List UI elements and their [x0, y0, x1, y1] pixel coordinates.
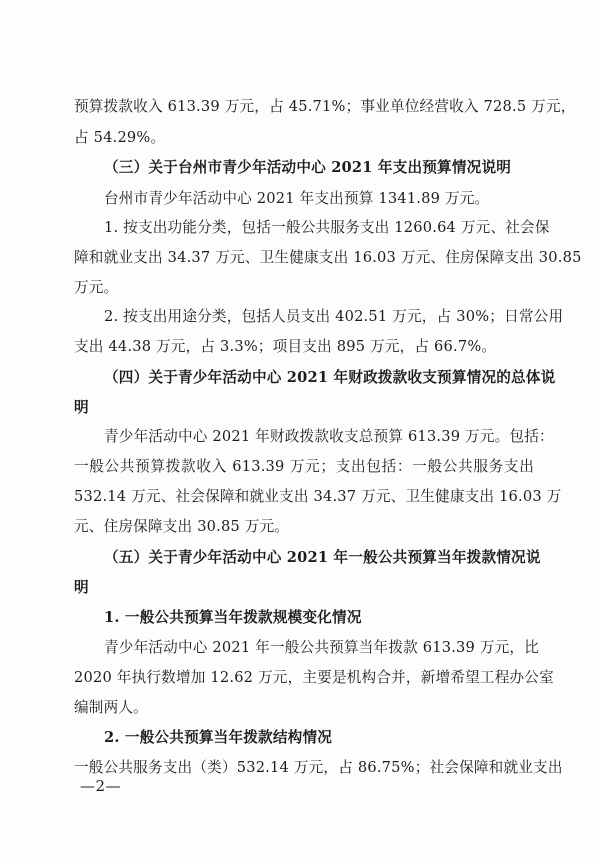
text-line-1: 预算拨款收入 613.39 万元，占 45.71%；事业单位经营收入 728.5 万元， [74, 98, 576, 115]
text-line-6: 障和就业支出 34.37 万元、卫生健康支出 16.03 万元、住房保障支出 30.85 [74, 249, 582, 266]
text-line-8: 2. 按支出用途分类，包括人员支出 402.51 万元，占 30%；日常公用 [104, 308, 564, 325]
text-line-19: 青少年活动中心 2021 年一般公共预算当年拨款 613.39 万元，比 [104, 639, 540, 656]
section-heading-5-cont: 明 [74, 579, 89, 596]
text-line-2: 占 54.29%。 [74, 129, 166, 146]
text-line-13: 一般公共预算拨款收入 613.39 万元；支出包括：一般公共服务支出 [74, 458, 534, 475]
text-line-15: 元、住房保障支出 30.85 万元。 [74, 518, 290, 535]
page-number: —2— [80, 777, 122, 795]
text-line-23: 一般公共服务支出（类）532.14 万元，占 86.75%；社会保障和就业支出 [74, 759, 563, 776]
text-line-4: 台州市青少年活动中心 2021 年支出预算 1341.89 万元。 [104, 190, 490, 207]
text-line-12: 青少年活动中心 2021 年财政拨款收支总预算 613.39 万元。包括： [104, 428, 554, 445]
section-heading-3: （三）关于台州市青少年活动中心 2021 年支出预算情况说明 [104, 159, 512, 176]
text-line-21: 编制两人。 [74, 699, 148, 716]
text-line-14: 532.14 万元、社会保障和就业支出 34.37 万元、卫生健康支出 16.03 万 [74, 488, 562, 505]
section-heading-5: （五）关于青少年活动中心 2021 年一般公共预算当年拨款情况说 [104, 549, 541, 566]
section-heading-4: （四）关于青少年活动中心 2021 年财政拨款收支预算情况的总体说 [104, 369, 556, 386]
text-line-5: 1. 按支出功能分类，包括一般公共服务支出 1260.64 万元、社会保 [104, 219, 550, 236]
subheading-2: 2. 一般公共预算当年拨款结构情况 [104, 729, 333, 746]
section-heading-4-cont: 明 [74, 399, 89, 416]
text-line-20: 2020 年执行数增加 12.62 万元，主要是机构合并，新增希望工程办公室 [74, 669, 554, 686]
subheading-1: 1. 一般公共预算当年拨款规模变化情况 [104, 609, 362, 626]
text-line-9: 支出 44.38 万元，占 3.3%；项目支出 895 万元，占 66.7%。 [74, 338, 497, 355]
text-line-7: 万元。 [74, 279, 119, 296]
